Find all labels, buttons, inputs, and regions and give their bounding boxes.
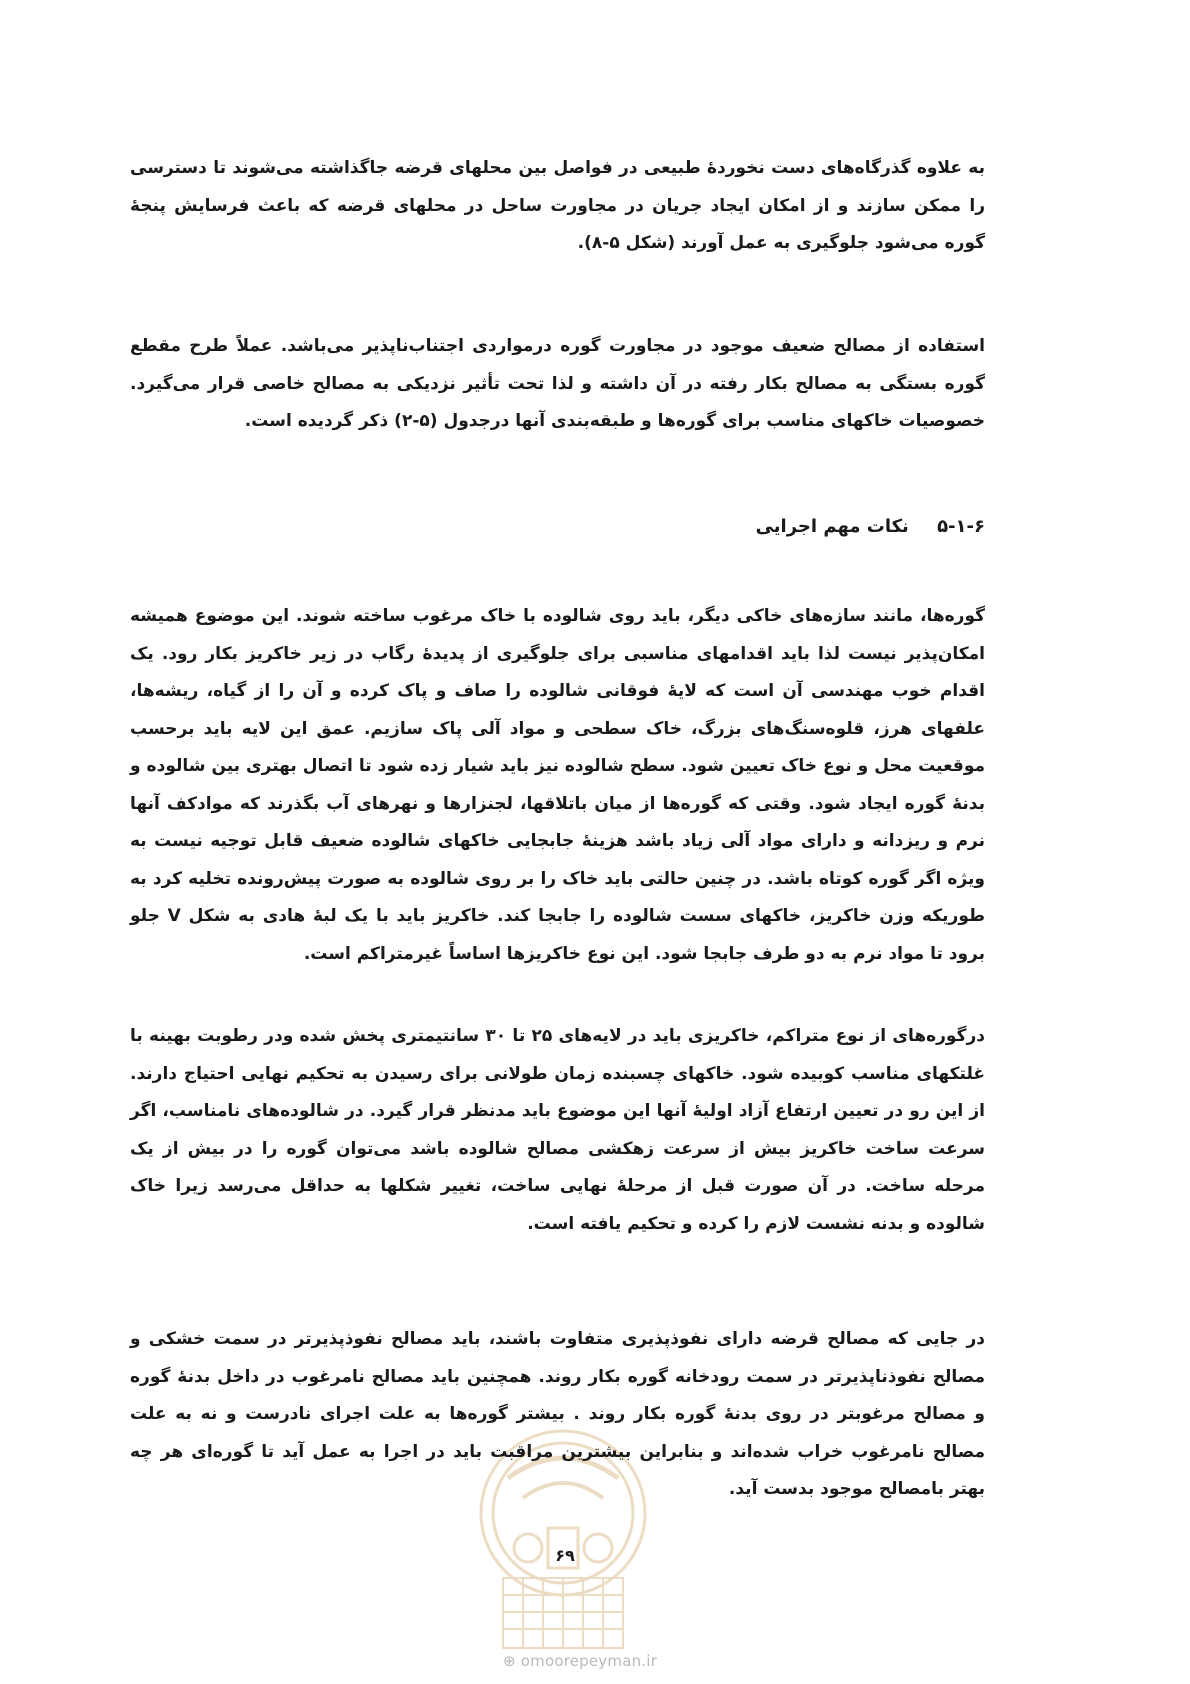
paragraph-2-text: استفاده از مصالح ضعیف موجود در مجاورت گوره درمواردی اجتناب‌ناپذیر می‌باشد. عملاً طرح مقطع گوره بستگی به مصالح بکار رفته در آن داشته و لذا تحت تأثیر نزدیکی به مصالح خاصی قرار می‌گیرد. خصوصیات خاکهای مناسب برای گوره‌ها و طبقه‌بندی آنها درجدول (۵-۲) ذکر گردیده است. (130, 336, 985, 431)
paragraph-1 (130, 150, 985, 263)
watermark-globe-icon: ⊕ (503, 1652, 516, 1670)
section-heading (130, 512, 985, 542)
paragraph-3-text: گوره‌ها، مانند سازه‌های خاکی دیگر، باید روی شالوده با خاک مرغوب ساخته شوند. این موضوع همیشه امکان‌پذیر نیست لذا باید اقدامهای مناسبی برای جلوگیری از پدیدهٔ رگاب در زیر خاکریز بکار رود. یک اقدام خوب مهندسی آن است که لایهٔ فوقانی شالوده را صاف و پاک کرده و آن را از گیاه، ریشه‌ها، علفهای هرز، قلوه‌سنگ‌های بزرگ، خاک سطحی و مواد آلی پاک سازیم. عمق این لایه باید برحسب موقعیت محل و نوع خاک تعیین شود. سطح شالوده نیز باید شیار زده شود تا اتصال بهتری بین شالوده و بدنهٔ گوره ایجاد شود. وقتی که گوره‌ها از میان باتلاقها، لجنزارها و نهرهای آب بگذرند که موادکف آنها نرم و ریزدانه و دارای مواد آلی زیاد باشد هزینهٔ جابجایی خاکهای شالوده ضعیف قابل توجیه نیست به ویژه اگر گوره کوتاه باشد. در چنین حالتی باید خاک را بر روی شالوده به صورت پیش‌رونده تخلیه کرد به طوریکه وزن خاکریز، خاکهای سست شالوده را جابجا کند. خاکریز باید با یک لبهٔ هادی به شکل V جلو برود تا مواد نرم به دو طرف جابجا شود. این نوع خاکریزها اساساً غیرمتراکم است. (130, 606, 985, 964)
paragraph-4 (130, 1018, 985, 1243)
paragraph-4-text: درگوره‌های از نوع متراکم، خاکریزی باید در لایه‌های ۲۵ تا ۳۰ سانتیمتری پخش شده ودر رطوبت بهینه با غلتکهای مناسب کوبیده شود. خاکهای چسبنده زمان طولانی برای رسیدن به تحکیم نهایی احتیاج دارند. از این رو در تعیین ارتفاع آزاد اولیهٔ آنها این موضوع باید مدنظر قرار گیرد. در شالوده‌های نامناسب، اگر سرعت ساخت خاکریز بیش از سرعت زهکشی مصالح شالوده باشد می‌توان گوره را در بیش از یک مرحله ساخت. در آن صورت قبل از مرحلهٔ نهایی ساخت، تغییر شکلها به حداقل می‌رسد زیرا خاک شالوده و بدنه نشست لازم را کرده و تحکیم یافته است. (130, 1026, 985, 1234)
paragraph-5 (130, 1321, 985, 1509)
paragraph-3 (130, 598, 985, 973)
paragraph-5-text: در جایی که مصالح قرضه دارای نفوذپذیری متفاوت باشند، باید مصالح نفوذپذیرتر در سمت خشکی و مصالح نفوذناپذیرتر در سمت رودخانه گوره بکار روند. همچنین باید مصالح نامرغوب در داخل بدنهٔ گوره و مصالح مرغوبتر در روی بدنهٔ گوره بکار روند . بیشتر گوره‌ها به علت اجرای نادرست و نه به علت مصالح نامرغوب خراب شده‌اند و بنابراین بیشترین مراقبت باید در اجرا به عمل آید تا گوره‌ای هر چه بهتر بامصالح موجود بدست آید. (130, 1329, 985, 1499)
paragraph-2 (130, 328, 985, 441)
watermark-url-text: omoorepeyman.ir (520, 1652, 657, 1670)
watermark-url (480, 1652, 680, 1670)
paragraph-1-text: به علاوه گذرگاه‌های دست نخوردهٔ طبیعی در فواصل بین محلهای قرضه جاگذاشته می‌شوند تا دسترسی را ممکن سازند و از امکان ایجاد جریان در مجاورت ساحل در محلهای قرضه که باعث فرسایش پنجهٔ گوره می‌شود جلوگیری به عمل آورند (شکل ۵-۸). (130, 158, 985, 253)
section-number: ۵-۱-۶ (937, 516, 985, 537)
section-title: نکات مهم اجرایی (755, 516, 909, 537)
page-number: ۶۹ (555, 1546, 575, 1565)
